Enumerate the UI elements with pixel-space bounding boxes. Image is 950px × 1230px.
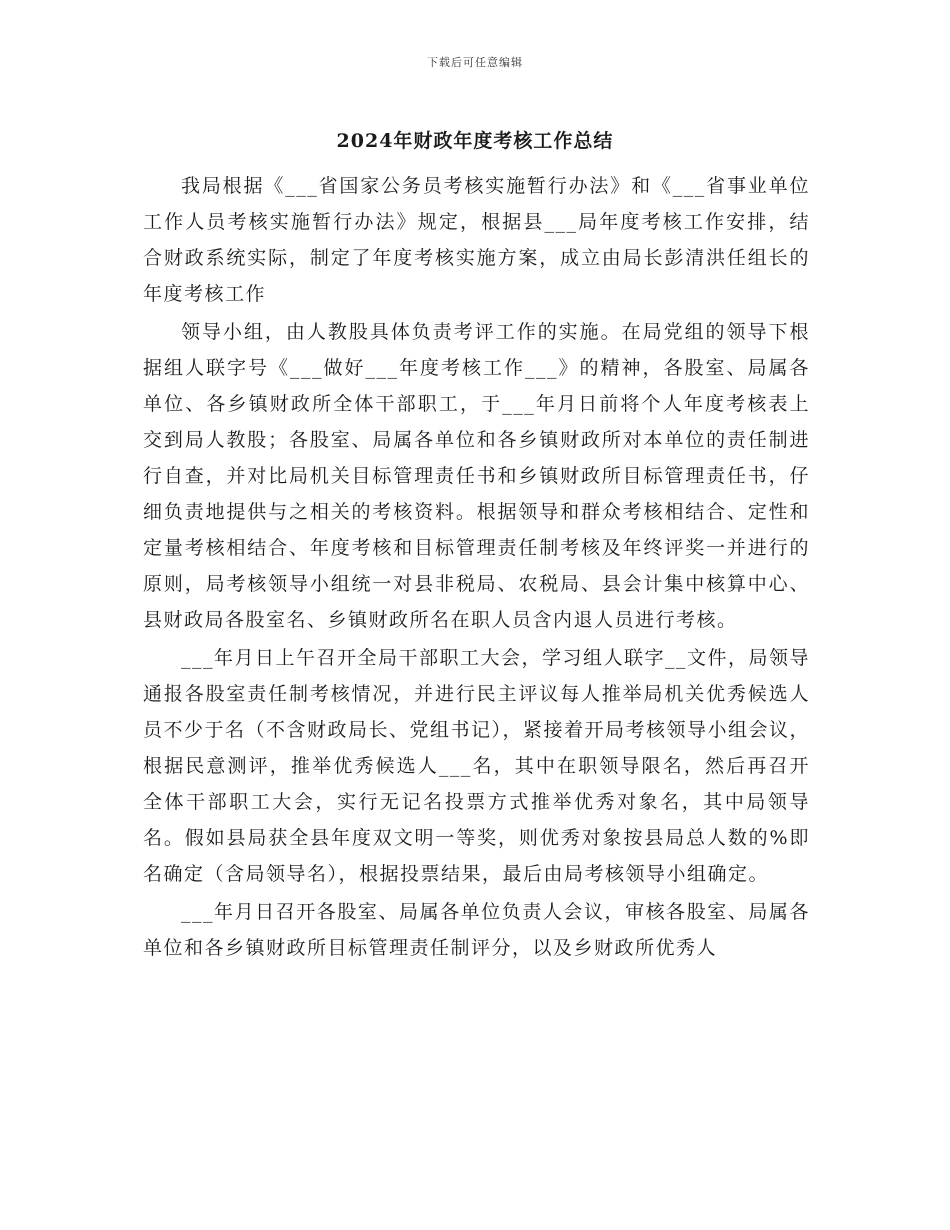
header-note: 下载后可任意编辑 [427,56,523,69]
document-body [143,168,810,968]
paragraph: 领导小组，由人教股具体负责考评工作的实施。在局党组的领导下根据组人联字号《___做好___年度考核工作___》的精神，各股室、局属各单位、各乡镇财政所全体干部职工，于___年月日前将个人年度考核表上交到局人教股；各股室、局属各单位和各乡镇财政所对本单位的责任制进行自查，并对比局机关目标管理责任书和乡镇财政所目标管理责任书，仔细负责地提供与之相关的考核资料。根据领导和群众考核相结合、定性和定量考核相结合、年度考核和目标管理责任制考核及年终评奖一并进行的原则，局考核领导小组统一对县非税局、农税局、县会计集中核算中心、县财政局各股室名、乡镇财政所名在职人员含内退人员进行考核。 [143,321,810,631]
document-title: 2024年财政年度考核工作总结 [336,130,614,152]
paragraph: ___年月日召开各股室、局属各单位负责人会议，审核各股室、局属各单位和各乡镇财政所目标管理责任制评分，以及乡财政所优秀人 [143,901,810,959]
paragraph: 我局根据《___省国家公务员考核实施暂行办法》和《___省事业单位工作人员考核实施暂行办法》规定，根据县___局年度考核工作安排，结合财政系统实际，制定了年度考核实施方案，成立由局长彭清洪任组长的年度考核工作 [143,175,810,305]
paragraph: ___年月日上午召开全局干部职工大会，学习组人联字__文件，局领导通报各股室责任制考核情况，并进行民主评议每人推举局机关优秀候选人员不少于名（不含财政局长、党组书记），紧接着开局考核领导小组会议，根据民意测评，推举优秀候选人___名，其中在职领导限名，然后再召开全体干部职工大会，实行无记名投票方式推举优秀对象名，其中局领导名。假如县局获全县年度双文明一等奖，则优秀对象按县局总人数的%即名确定（含局领导名），根据投票结果，最后由局考核领导小组确定。 [143,647,811,885]
